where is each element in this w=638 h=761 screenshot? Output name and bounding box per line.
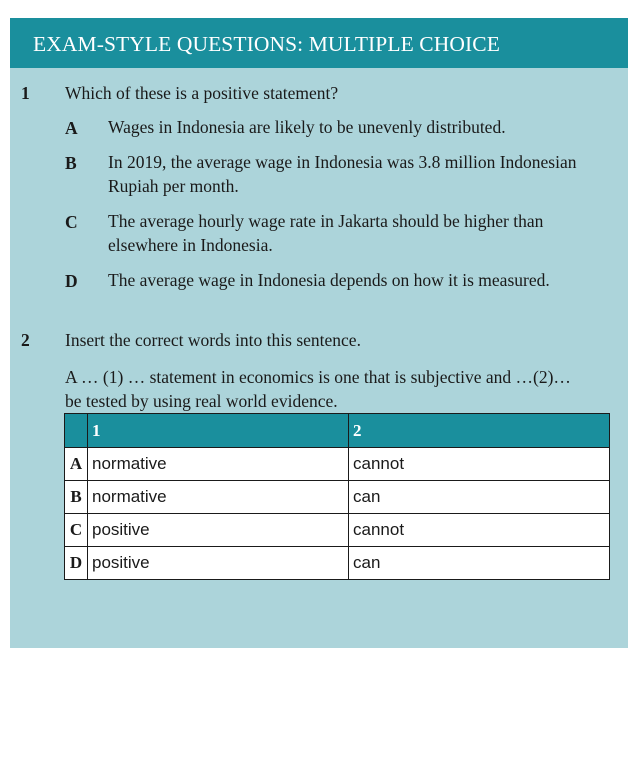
table-cell-col1: positive [88,514,349,547]
question-2-number: 2 [21,330,30,350]
table-cell-col2: cannot [349,448,610,481]
table-row-letter: D [65,547,88,580]
question-1-option-c-letter: C [65,212,78,232]
answer-table-header-1: 1 [88,414,349,448]
question-1-number: 1 [21,83,30,103]
table-row-letter: A [65,448,88,481]
table-row-letter: C [65,514,88,547]
question-1-option-d-letter: D [65,271,78,291]
table-cell-col2: can [349,547,610,580]
section-header [10,18,628,68]
question-2-text: Insert the correct words into this sentence. [65,330,361,350]
question-1-option-b-letter: B [65,153,77,173]
table-row-letter: B [65,481,88,514]
table-cell-col1: positive [88,547,349,580]
answer-table-header-row [65,414,610,448]
table-row [65,481,610,514]
answer-table-corner-cell [65,414,88,448]
table-cell-col2: can [349,481,610,514]
table-row [65,448,610,481]
table-cell-col2: cannot [349,514,610,547]
question-1-option-b-text: In 2019, the average wage in Indonesia was 3.8 million Indonesian Rupiah per month. [108,152,577,196]
question-1-text: Which of these is a positive statement? [65,83,339,103]
question-1-option-a-letter: A [65,118,78,138]
question-1-option-d-text: The average wage in Indonesia depends on how it is measured. [108,270,550,290]
question-1-option-c-text: The average hourly wage rate in Jakarta should be higher than elsewhere in Indonesia. [108,211,544,255]
table-row [65,547,610,580]
section-title: EXAM-STYLE QUESTIONS: MULTIPLE CHOICE [33,32,500,56]
question-1-option-a-text: Wages in Indonesia are likely to be unevenly distributed. [108,117,506,137]
table-cell-col1: normative [88,448,349,481]
answer-table [64,413,610,580]
table-cell-col1: normative [88,481,349,514]
table-row [65,514,610,547]
answer-table-header-2: 2 [349,414,610,448]
question-2-sentence: A … (1) … statement in economics is one that is subjective and …(2)… be tested by using real world evidence. [65,367,571,411]
